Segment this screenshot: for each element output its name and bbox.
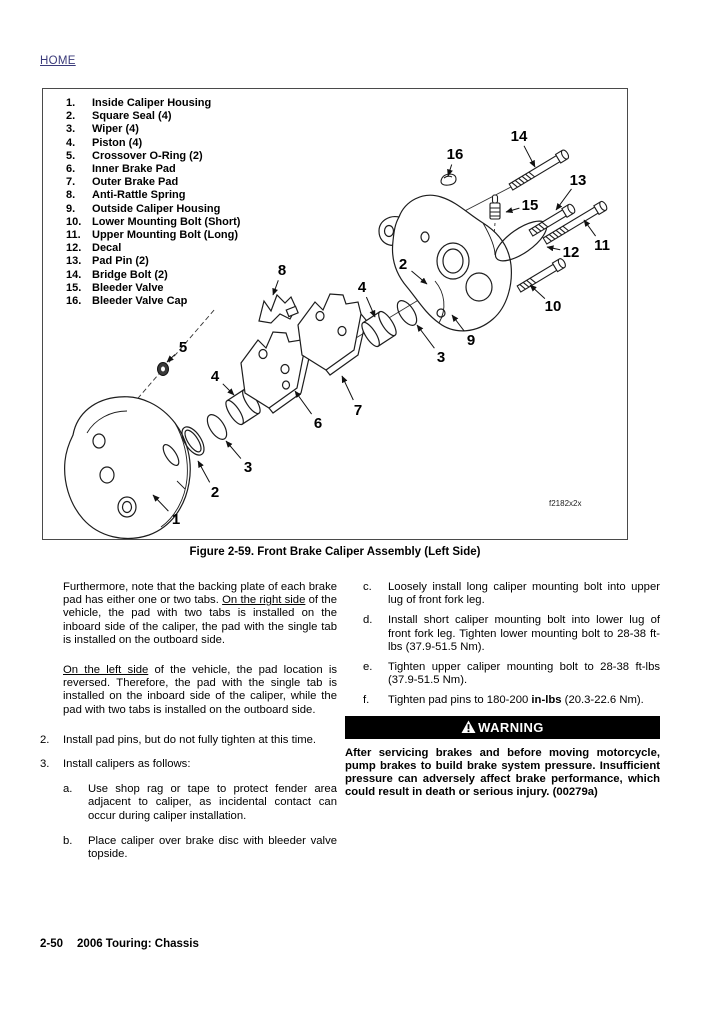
callout-arrow-12: [547, 247, 560, 250]
callout-label-5: 5: [178, 339, 188, 356]
callout-label-6: 6: [313, 415, 323, 432]
part-name: Anti-Rattle Spring: [92, 189, 186, 202]
callout-arrow-10: [530, 285, 545, 299]
substep-text: [388, 614, 660, 654]
callout-label-2: 2: [210, 484, 220, 501]
parts-list-item: [66, 176, 240, 189]
callout-label-10: 10: [544, 298, 562, 315]
part-number: 11.: [66, 229, 81, 242]
part-name: Pad Pin (2): [92, 255, 149, 268]
step-2: [40, 734, 337, 747]
text-segment: of the vehicle, the pad with two tabs is installed on the inboard side of the caliper, the pad with the single tab is installed on the outboard side.: [63, 594, 338, 646]
callout-label-9: 9: [466, 332, 476, 349]
parts-list: [66, 97, 240, 308]
warning-triangle-icon: [461, 720, 476, 734]
substep-letter: a.: [63, 783, 73, 796]
part-number: 2.: [66, 110, 76, 123]
parts-list-item: [66, 163, 240, 176]
substep-text: [388, 694, 660, 707]
callout-label-13: 13: [569, 172, 587, 189]
text-segment: Install short caliper mounting bolt into lower lug of front fork leg. Tighten lower mounting bolt to 28-38 ft-lbs (37.9-51.5 Nm).: [388, 614, 660, 653]
text-segment: Place caliper over brake disc with bleeder valve topside.: [88, 834, 337, 861]
callout-arrow-2: [198, 461, 210, 482]
left-column: [40, 581, 337, 861]
callout-arrow-4: [223, 384, 234, 395]
text-segment: Use shop rag or tape to protect fender area adjacent to caliper, as incidental contact can occur during caliper installation.: [88, 783, 337, 822]
parts-list-item: [66, 123, 240, 136]
step-text: [63, 758, 337, 771]
part-name: Wiper (4): [92, 123, 139, 136]
part-bridge-bolt-upper: [508, 149, 570, 191]
text-segment: of the vehicle, the pad location is reversed. Therefore, the pad with the single tab is installed on the inboard side of the caliper, while the pad with two tabs is installed on the outboard side.: [63, 664, 337, 716]
right-column: [345, 581, 660, 799]
figure-frame: [42, 88, 628, 540]
parts-list-item: [66, 295, 240, 308]
part-number: 7.: [66, 176, 76, 189]
part-number: 15.: [66, 281, 82, 294]
part-anti-rattle-spring: [259, 295, 298, 323]
callout-label-1: 1: [171, 511, 181, 528]
part-number: 5.: [66, 149, 76, 162]
substep-b: [63, 835, 337, 861]
callout-label-8: 8: [277, 262, 287, 279]
part-name: Crossover O-Ring (2): [92, 149, 203, 162]
part-number: 3.: [66, 123, 76, 136]
part-name: Square Seal (4): [92, 110, 172, 123]
part-name: Bridge Bolt (2): [92, 268, 168, 281]
substep-e: [363, 661, 660, 687]
figure-caption: Figure 2-59. Front Brake Caliper Assembly (Left Side): [189, 546, 481, 558]
part-name: Decal: [92, 242, 122, 255]
callout-arrow-7: [342, 376, 353, 400]
callout-label-3: 3: [436, 349, 446, 366]
text-segment: (20.3-22.6 Nm).: [561, 694, 644, 707]
parts-list-item: [66, 229, 240, 242]
callout-label-11: 11: [594, 237, 610, 254]
text-segment: Install pad pins, but do not fully tighten at this time.: [63, 733, 317, 746]
part-number: 10.: [66, 215, 82, 228]
parts-list-item: [66, 137, 240, 150]
part-name: Bleeder Valve Cap: [92, 295, 188, 308]
text-segment: Tighten pad pins to 180-200: [388, 694, 532, 707]
callout-arrow-6: [295, 391, 312, 414]
part-number: 1.: [66, 97, 76, 109]
part-number: 8.: [66, 189, 76, 202]
part-number: 13.: [66, 255, 82, 268]
text-segment: Furthermore, note that the backing plate of each brake pad has either one or two tabs.: [63, 581, 337, 607]
callout-arrow-4: [366, 297, 375, 317]
substep-letter: f.: [363, 694, 370, 707]
part-number: 6.: [66, 163, 76, 176]
home-link[interactable]: HOME: [40, 55, 76, 67]
step-3: [40, 758, 337, 771]
part-name: Outer Brake Pad: [92, 176, 179, 189]
part-name: Bleeder Valve: [92, 281, 164, 294]
substep-letter: b.: [63, 834, 73, 847]
part-name: Outside Caliper Housing: [92, 202, 221, 215]
callout-label-12: 12: [562, 244, 580, 261]
text-segment: On the left side: [63, 664, 149, 677]
callout-arrow-11: [584, 220, 596, 236]
warning-label: WARNING: [478, 719, 544, 735]
substep-text: [388, 661, 660, 687]
warning-text: After servicing brakes and before moving motorcycle, pump brakes to build brake system pressure. Insufficient pressure can adversely affect brake performance, which could result in death or serious injury. (00279a): [345, 746, 660, 799]
substep-a: [63, 783, 337, 823]
parts-list-item: [66, 189, 240, 202]
part-crossover-oring: [158, 363, 169, 376]
text-segment: Install calipers as follows:: [63, 758, 191, 771]
part-number: 16.: [66, 295, 82, 308]
substep-d: [363, 614, 660, 654]
callout-label-14: 14: [510, 128, 528, 145]
callout-label-4: 4: [210, 368, 220, 385]
parts-list-item: [66, 269, 240, 282]
paragraph: [63, 664, 337, 717]
callout-arrow-15: [506, 208, 519, 212]
figure-code: f2182x2x: [549, 499, 582, 508]
callout-label-16: 16: [446, 146, 464, 163]
part-name: Inner Brake Pad: [92, 163, 176, 176]
part-name: Lower Mounting Bolt (Short): [92, 215, 241, 228]
substep-text: [88, 835, 337, 861]
callout-arrow-3: [226, 441, 241, 459]
part-number: 9.: [66, 202, 76, 215]
step-text: [63, 734, 337, 747]
part-name: Upper Mounting Bolt (Long): [92, 229, 239, 242]
callout-label-4: 4: [357, 279, 367, 296]
warning-banner: [345, 716, 660, 739]
step-number: 2.: [40, 733, 50, 746]
parts-list-item: [66, 242, 240, 255]
part-name: Piston (4): [92, 136, 143, 149]
parts-list-item: [66, 203, 240, 216]
parts-list-item: [66, 282, 240, 295]
substep-letter: d.: [363, 614, 373, 627]
part-lower-mounting-bolt: [516, 258, 566, 294]
callout-arrow-3: [417, 325, 434, 348]
footer-title: 2006 Touring: Chassis: [77, 938, 199, 950]
parts-list-item: [66, 110, 240, 123]
callout-arrow-14: [524, 146, 535, 167]
substep-text: [388, 581, 660, 607]
callout-label-3: 3: [243, 459, 253, 476]
parts-list-item: [66, 216, 240, 229]
text-segment: On the right side: [222, 594, 306, 607]
substep-c: [363, 581, 660, 607]
callout-arrow-5: [167, 355, 175, 363]
callout-label-15: 15: [521, 197, 539, 214]
substep-letter: c.: [363, 581, 372, 593]
text-segment: in-lbs: [531, 694, 562, 707]
parts-list-item: [66, 97, 240, 110]
text-segment: Loosely install long caliper mounting bolt into upper lug of front fork leg.: [388, 581, 660, 607]
substep-letter: e.: [363, 661, 373, 674]
callout-arrow-8: [273, 280, 278, 295]
part-number: 12.: [66, 242, 82, 255]
substep-text: [88, 783, 337, 823]
paragraph: [63, 581, 337, 647]
text-segment: Tighten upper caliper mounting bolt to 28-38 ft-lbs (37.9-51.5 Nm).: [388, 661, 660, 687]
callout-label-7: 7: [353, 402, 363, 419]
parts-list-item: [66, 255, 240, 268]
part-number: 14.: [66, 268, 82, 281]
part-number: 4.: [66, 136, 76, 149]
page-number: 2-50: [40, 938, 64, 950]
page-footer: [40, 938, 199, 950]
parts-list-item: [66, 150, 240, 163]
part-name: Inside Caliper Housing: [92, 97, 212, 109]
part-bleeder-valve: [490, 195, 500, 219]
substep-f: [363, 694, 660, 707]
step-number: 3.: [40, 758, 50, 771]
callout-label-2: 2: [398, 256, 408, 273]
